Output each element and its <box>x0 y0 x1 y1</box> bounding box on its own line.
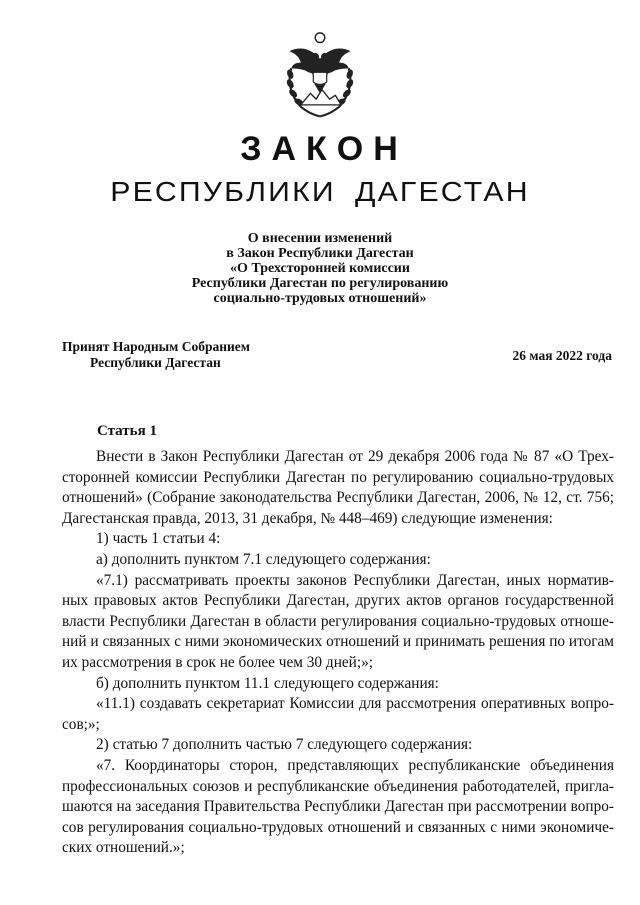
article-text-line: ных правовых актов Республики Дагестан, других актов органов государственной <box>62 592 614 610</box>
law-title-main: ЗАКОН <box>240 130 408 168</box>
adopted-by-line: Принят Народным Собранием <box>62 339 250 354</box>
article-text-line: Дагестанская правда, 2013, 31 декабря, № 448–469) следующие изменения: <box>62 509 553 527</box>
article-text-line: «11.1) создавать секретариат Комиссии для рассмотрения оперативных вопро- <box>96 695 614 713</box>
article-text-line: власти Республики Дагестан в области регулирования социально-трудовых отноше- <box>62 612 614 630</box>
article-body <box>62 447 614 859</box>
article-text-line: б) дополнить пунктом 11.1 следующего содержания: <box>96 674 439 692</box>
article-text-line: 1) часть 1 статьи 4: <box>96 530 221 548</box>
law-subject-line: социально-трудовых отношений» <box>213 291 427 306</box>
law-subject-heading <box>0 231 640 306</box>
article-text-line: профессиональных союзов и республиканские объединения работодателей, пригла- <box>62 777 614 795</box>
law-title-republic: РЕСПУБЛИКИ ДАГЕСТАН <box>110 176 530 207</box>
article-text-line: отношений» (Собрание законодательства Республики Дагестан, 2006, № 12, ст. 756; <box>62 489 614 507</box>
article-text-line: ских отношений.»; <box>62 839 185 857</box>
adoption-block <box>62 339 250 371</box>
article-text-line: «7.1) рассматривать проекты законов Республики Дагестан, иных норматив- <box>96 571 614 589</box>
article-text-line: их рассмотрения в срок не более чем 30 дней;»; <box>62 653 374 671</box>
article-text-line: сторонней комиссии Республики Дагестан по регулированию социально-трудовых <box>62 468 614 486</box>
article-text-line: ний и связанных с ними экономических отношений и принимать решения по итогам <box>62 633 614 651</box>
dagestan-coat-of-arms-eagle-icon <box>272 30 368 126</box>
article-text-line: сов регулирования социально-трудовых отношений и связанных с ними экономиче- <box>62 818 614 836</box>
adopted-by-republic-line: Республики Дагестан <box>90 355 221 370</box>
article-text-line: сов;»; <box>62 715 100 733</box>
law-subject-line: О внесении изменений <box>247 231 393 246</box>
law-subject-line: «О Трехсторонней комиссии <box>230 261 410 276</box>
article-text-line: 2) статью 7 дополнить частью 7 следующего содержания: <box>96 736 473 754</box>
article-text-line: а) дополнить пунктом 7.1 следующего содержания: <box>96 550 431 568</box>
article-title: Статья 1 <box>97 423 157 439</box>
article-text-line: «7. Координаторы сторон, представляющих республиканские объединения <box>96 756 614 774</box>
article-text-line: Внести в Закон Республики Дагестан от 29 декабря 2006 года № 87 «О Трех- <box>96 448 614 465</box>
law-subject-line: в Закон Республики Дагестан <box>226 246 414 261</box>
adoption-date: 26 мая 2022 года <box>512 348 612 363</box>
article-text-line: шаются на заседания Правительства Республики Дагестан при рассмотрении вопро- <box>62 798 614 816</box>
law-subject-line: Республики Дагестан по регулированию <box>191 276 449 291</box>
